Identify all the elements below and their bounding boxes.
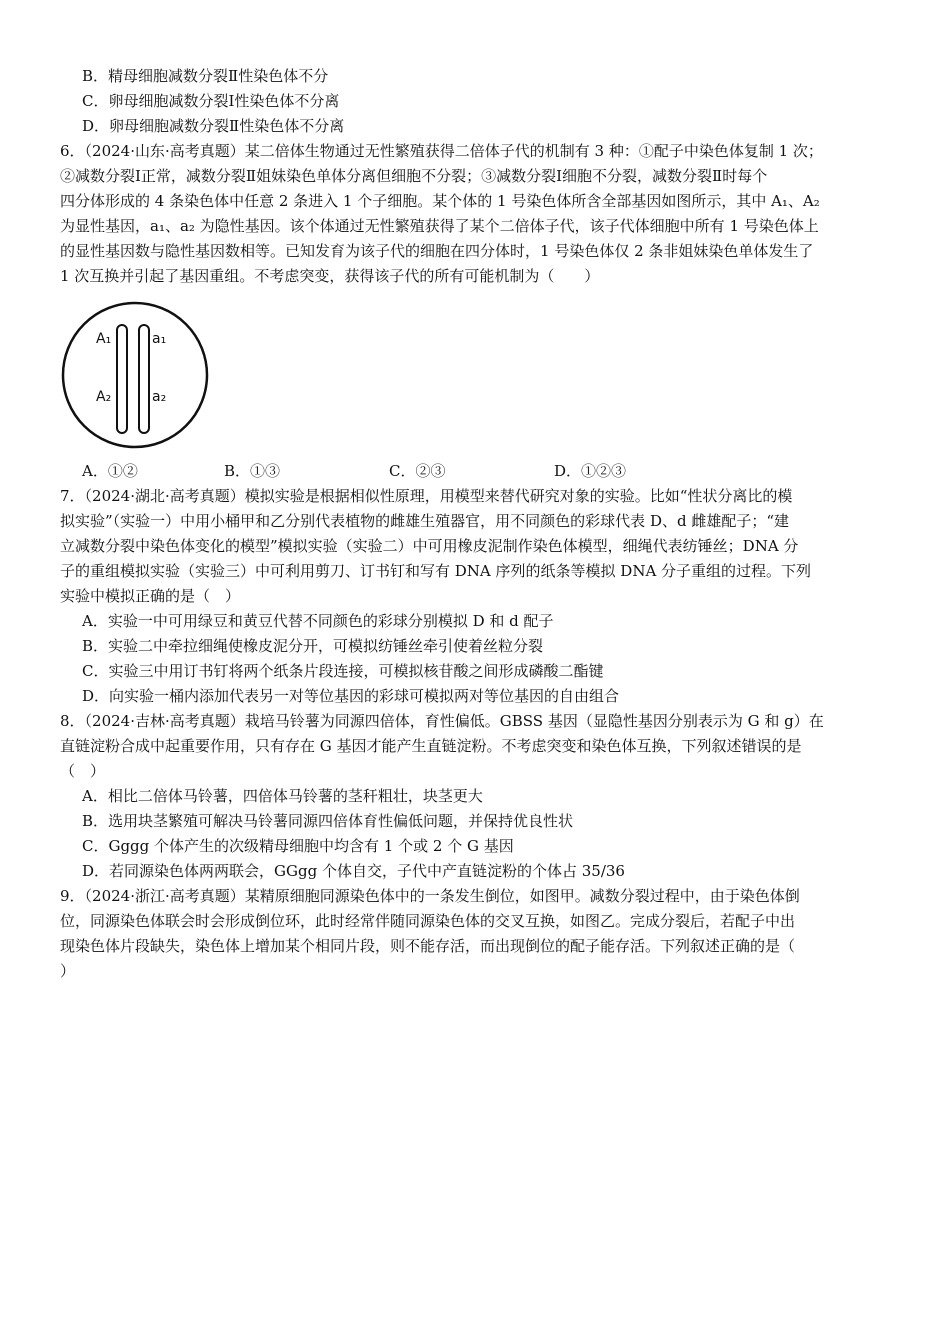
q6-option-b: B．①③ bbox=[224, 462, 281, 480]
q8-option-c: C．Gggg 个体产生的次级精母细胞中均含有 1 个或 2 个 G 基因 bbox=[82, 837, 514, 855]
question-8 bbox=[60, 709, 892, 884]
gene-label-A1: A₁ bbox=[96, 331, 112, 347]
gene-label-A2: A₂ bbox=[96, 389, 112, 405]
q5-option-d: D．卵母细胞减数分裂Ⅱ性染色体不分离 bbox=[82, 117, 345, 135]
q5-option-c: C．卵母细胞减数分裂Ⅰ性染色体不分离 bbox=[82, 92, 340, 110]
question-9 bbox=[60, 884, 892, 984]
q6-option-a: A．①② bbox=[82, 462, 138, 480]
q6-options bbox=[60, 459, 892, 484]
document-page bbox=[60, 64, 892, 984]
q8-line-1: 8．（2024·吉林·高考真题）栽培马铃薯为同源四倍体，育性偏低。GBSS 基因（显隐性基因分别表示为 G 和 g）在 bbox=[60, 712, 824, 730]
q7-option-b: B．实验二中牵拉细绳使橡皮泥分开，可模拟纺锤丝牵引使着丝粒分裂 bbox=[82, 637, 544, 655]
q5-option-b: B．精母细胞减数分裂Ⅱ性染色体不分 bbox=[82, 67, 329, 85]
q9-line-2: 位，同源染色体联会时会形成倒位环，此时经常伴随同源染色体的交叉互换，如图乙。完成分裂后，若配子中出 bbox=[60, 912, 796, 930]
q7-line-1: 7．（2024·湖北·高考真题）模拟实验是根据相似性原理，用模型来替代研究对象的实验。比如“性状分离比的模 bbox=[60, 487, 793, 505]
question-6 bbox=[60, 139, 892, 484]
question-7 bbox=[60, 484, 892, 709]
q7-option-d: D．向实验一桶内添加代表另一对等位基因的彩球可模拟两对等位基因的自由组合 bbox=[82, 687, 620, 705]
q6-option-c: C．②③ bbox=[389, 462, 446, 480]
q6-option-d: D．①②③ bbox=[554, 462, 627, 480]
q8-line-3: （ ） bbox=[60, 762, 106, 780]
q8-option-d: D．若同源染色体两两联会，GGgg 个体自交，子代中产直链淀粉的个体占 35/36 bbox=[82, 862, 625, 880]
q6-line-3: 四分体形成的 4 条染色体中任意 2 条进入 1 个子细胞。某个体的 1 号染色体所含全部基因如图所示，其中 A₁、A₂ bbox=[60, 192, 820, 210]
q6-line-5: 的显性基因数与隐性基因数相等。已知发育为该子代的细胞在四分体时，1 号染色体仅 2 条非姐妹染色单体发生了 bbox=[60, 242, 814, 260]
gene-label-a2: a₂ bbox=[152, 389, 167, 405]
q7-option-c: C．实验三中用订书钉将两个纸条片段连接，可模拟核苷酸之间形成磷酸二酯键 bbox=[82, 662, 604, 680]
q7-line-2: 拟实验”（实验一）中用小桶甲和乙分别代表植物的雌雄生殖器官，用不同颜色的彩球代表 D、d 雌雄配子；“建 bbox=[60, 512, 790, 530]
q7-option-a: A．实验一中可用绿豆和黄豆代替不同颜色的彩球分别模拟 D 和 d 配子 bbox=[82, 612, 554, 630]
q9-line-1: 9．（2024·浙江·高考真题）某精原细胞同源染色体中的一条发生倒位，如图甲。减数分裂过程中，由于染色体倒 bbox=[60, 887, 800, 905]
q9-line-3: 现染色体片段缺失，染色体上增加某个相同片段，则不能存活，而出现倒位的配子能存活。下列叙述正确的是（ bbox=[60, 937, 796, 955]
q8-line-2: 直链淀粉合成中起重要作用，只有存在 G 基因才能产生直链淀粉。不考虑突变和染色体互换，下列叙述错误的是 bbox=[60, 737, 802, 755]
q7-line-3: 立减数分裂中染色体变化的模型”模拟实验（实验二）中可用橡皮泥制作染色体模型，细绳代表纺锤丝；DNA 分 bbox=[60, 537, 799, 555]
q6-line-6: 1 次互换并引起了基因重组。不考虑突变，获得该子代的所有可能机制为（ ） bbox=[60, 267, 600, 285]
chromosome-figure bbox=[60, 297, 892, 457]
q8-option-a: A．相比二倍体马铃薯，四倍体马铃薯的茎秆粗壮，块茎更大 bbox=[82, 787, 483, 805]
q9-line-4: ） bbox=[60, 962, 76, 980]
q6-line-4: 为显性基因，a₁、a₂ 为隐性基因。该个体通过无性繁殖获得了某个二倍体子代，该子代体细胞中所有 1 号染色体上 bbox=[60, 217, 819, 235]
q6-line-1: 6．（2024·山东·高考真题）某二倍体生物通过无性繁殖获得二倍体子代的机制有 3 种：①配子中染色体复制 1 次； bbox=[60, 142, 823, 160]
q7-line-4: 子的重组模拟实验（实验三）中可利用剪刀、订书钉和写有 DNA 序列的纸条等模拟 DNA 分子重组的过程。下列 bbox=[60, 562, 812, 580]
q6-line-2: ②减数分裂Ⅰ正常，减数分裂Ⅱ姐妹染色单体分离但细胞不分裂；③减数分裂Ⅰ细胞不分裂，减数分裂Ⅱ时每个 bbox=[60, 167, 768, 185]
q8-option-b: B．选用块茎繁殖可解决马铃薯同源四倍体育性偏低问题，并保持优良性状 bbox=[82, 812, 574, 830]
q7-line-5: 实验中模拟正确的是（ ） bbox=[60, 587, 241, 605]
cell-diagram bbox=[60, 297, 220, 457]
gene-label-a1: a₁ bbox=[152, 331, 167, 347]
